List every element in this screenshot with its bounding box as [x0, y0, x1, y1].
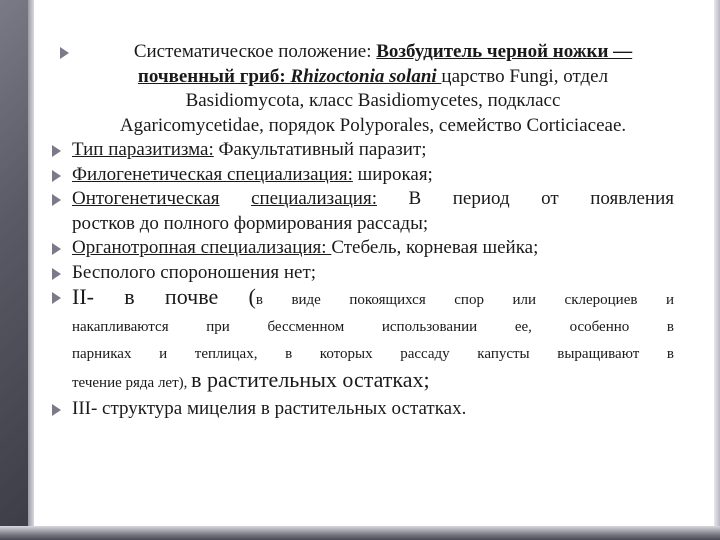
ontogenetic-text-b: ростков до полного формирования рассады; [72, 212, 429, 234]
ontogenetic-label-a: Онтогенетическая [72, 188, 220, 209]
ontogenetic-text-a: В период от появления [376, 188, 675, 209]
asexual-text: Бесполого спороношения нет; [72, 261, 317, 283]
bullet-arrow-icon [52, 243, 61, 255]
list-item-stage-ii [52, 285, 674, 397]
stage-ii-part-a: II- в почве ( [72, 284, 256, 309]
stage-ii-line3: парниках и теплицах, в которых рассаду капусты выращивают в [72, 346, 674, 362]
pathogen-lead: Возбудитель черной ножки — [376, 41, 633, 62]
bullet-arrow-icon [52, 292, 61, 304]
stage-ii-line2: накапливаются при бессменном использовании ее, особенно в [72, 319, 674, 335]
species-name: Rhizoctonia solani [290, 65, 442, 87]
bullet-arrow-icon [52, 404, 61, 416]
bullet-arrow-icon [60, 47, 69, 59]
organotropic-label: Органотропная специализация: [72, 237, 332, 258]
list-item-stage-iii [52, 397, 674, 422]
stage-ii-line4-small: течение ряда лет), [72, 375, 192, 391]
stage-ii-line4-big: в растительных остатках; [191, 367, 430, 392]
slide-frame-left [0, 0, 28, 540]
bullet-arrow-icon [52, 194, 61, 206]
stage-ii-part-b: в виде покоящихся спор или склероциев и [255, 292, 674, 308]
taxonomy-line2: царство Fungi, отдел [441, 65, 609, 87]
bullet-arrow-icon [52, 268, 61, 280]
systematics-label: Систематическое положение: [133, 41, 372, 62]
slide-frame-right [714, 0, 720, 540]
slide-frame-bottom [0, 526, 720, 540]
list-item-phylogenetic [52, 163, 674, 188]
list-item-parasitism [52, 138, 674, 163]
phylogenetic-label: Филогенетическая специализация: [72, 163, 353, 185]
ontogenetic-label-b: специализация: [251, 188, 377, 209]
phylogenetic-text: широкая; [352, 163, 433, 185]
taxonomy-line3: Basidiomycota, класс Basidiomycetes, подкласс [185, 90, 561, 111]
list-item-organotropic [52, 236, 674, 261]
taxonomy-line4: Agaricomycetidae, порядок Polyporales, семейство Corticiaceae. [119, 114, 627, 136]
bullet-arrow-icon [52, 170, 61, 182]
list-item-systematics [52, 40, 674, 138]
list-item-ontogenetic [52, 187, 674, 236]
bullet-list [52, 40, 674, 422]
organotropic-text: Стебель, корневая шейка; [331, 237, 539, 258]
pathogen-type: почвенный гриб: [137, 65, 291, 87]
list-item-asexual [52, 261, 674, 286]
parasitism-text: Факультативный паразит; [213, 139, 427, 160]
parasitism-label: Тип паразитизма: [72, 139, 214, 160]
stage-iii-text: III- структура мицелия в растительных остатках. [72, 398, 467, 419]
bullet-arrow-icon [52, 145, 61, 157]
